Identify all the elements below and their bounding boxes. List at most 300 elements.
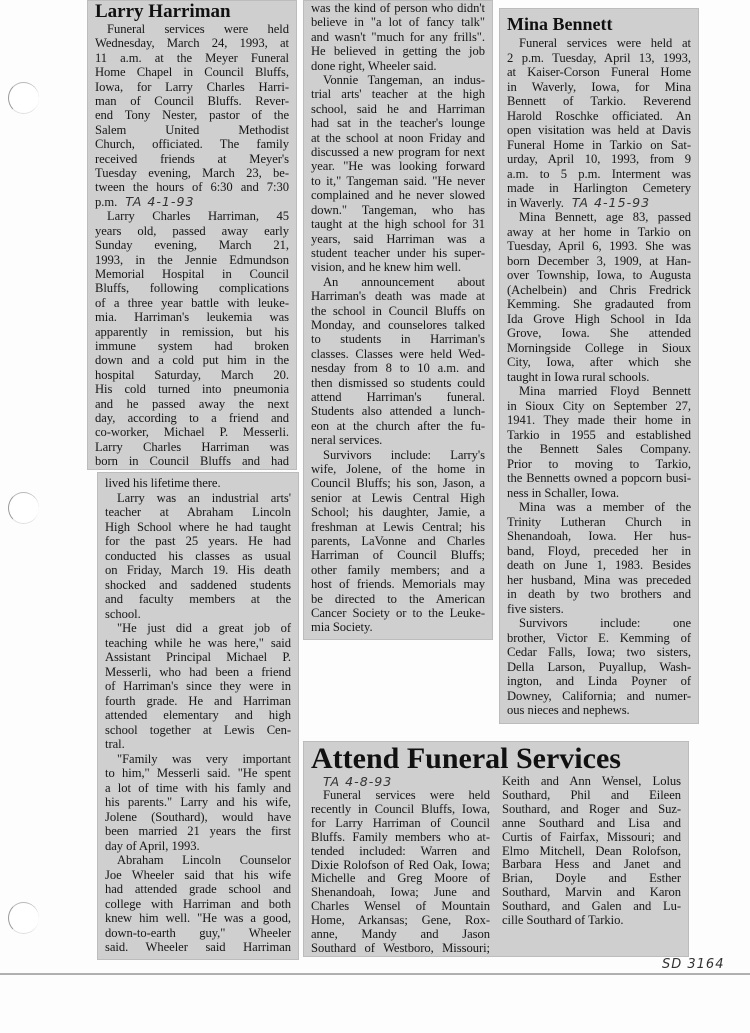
text-line [105, 766, 291, 781]
line-text: knew him well. "He was a good, [105, 911, 291, 925]
text-line [95, 411, 289, 425]
line-text: years, said Harriman was a [311, 231, 485, 246]
line-text: Michelle and Greg Moore of [311, 871, 490, 886]
text-line [507, 297, 691, 312]
line-text: man of Council Bluffs. Rever- [95, 94, 289, 109]
text-line [311, 30, 485, 44]
line-text: over Township, Iowa, to Augusta [507, 268, 691, 282]
text-line [311, 332, 485, 346]
text-line [507, 674, 691, 689]
text-line [311, 232, 485, 246]
line-text: was the kind of person who didn't [311, 1, 485, 15]
text-line [95, 382, 289, 396]
line-text: p.m. [95, 194, 118, 209]
line-text: mia Society. [311, 620, 373, 635]
text-line [507, 573, 691, 588]
line-text: school. [105, 606, 141, 621]
text-line [507, 268, 691, 283]
text-line [311, 942, 490, 956]
text-line [95, 166, 289, 180]
line-text: Assistant Principal Michael P. [105, 650, 291, 664]
text-line [507, 544, 691, 559]
text-line [507, 384, 691, 399]
text-line [507, 645, 691, 660]
line-text: Harriman's death was made at [311, 289, 485, 304]
text-line [105, 882, 291, 897]
line-text: Memorial Hospital in Council [95, 266, 289, 281]
line-text: Southard of Westboro, Missouri; [311, 940, 490, 955]
text-line [95, 65, 289, 79]
line-text: hospital Saturday, March 20. [95, 367, 289, 382]
text-line [105, 694, 291, 709]
text-line [311, 260, 485, 274]
line-text: Joe Wheeler said that his wife [105, 867, 291, 882]
line-text: Barbara Hess and Janet and [502, 857, 681, 872]
text-line [507, 413, 691, 428]
line-text: Messerli, who had been a friend [105, 664, 291, 679]
line-text: complained and he never slowed [311, 188, 485, 203]
text-line [105, 723, 291, 738]
line-text: open visitation was held at Davis [507, 123, 691, 137]
line-text: and faculty members at the [105, 592, 291, 606]
text-line [105, 737, 291, 752]
text-line [311, 433, 485, 447]
text-line [311, 44, 485, 58]
text-line [507, 428, 691, 443]
line-text: immune system had broken [95, 338, 289, 353]
text-line [507, 36, 691, 51]
clipping-attend-funeral-services [303, 741, 689, 957]
line-text: Della Larson, Puyallup, Wash- [507, 659, 691, 674]
line-text: Charles Wensel of Mountain [311, 899, 490, 914]
line-text: and wasn't "much for any frills". [311, 29, 485, 44]
line-text: day, according to a friend and [95, 410, 289, 425]
text-line [311, 620, 485, 634]
text-line [311, 491, 485, 505]
text-line [311, 419, 485, 433]
handwritten-page-reference: SD 3164 [662, 957, 725, 972]
line-text: Grove, Iowa. She attended [507, 326, 691, 340]
line-text: 2 p.m. Tuesday, April 13, 1993, [507, 50, 691, 65]
line-text: Prior to moving to Tarkio, [507, 456, 691, 471]
line-text: Southard, and Galen and Lu- [502, 899, 681, 914]
line-text: wife, Jolene, of the home in [311, 462, 485, 476]
text-line [311, 102, 485, 116]
text-line [105, 781, 291, 796]
line-text: a.m. to 5 p.m. Interment was [507, 166, 691, 181]
line-text: in Waverly. [507, 195, 564, 210]
line-text: "He just did a great job of [117, 621, 291, 635]
text-line [507, 355, 691, 370]
line-text: Salem United Methodist [95, 122, 289, 137]
line-text: Shenandoah, Iowa. Her hus- [507, 529, 691, 543]
line-text: years old, passed away early [95, 223, 289, 238]
line-text: taught at the high school for 31 [311, 217, 485, 232]
text-line [95, 353, 289, 367]
text-line [105, 578, 291, 593]
line-text: Bluffs. Family members who at- [311, 829, 490, 844]
text-line [311, 448, 485, 462]
line-text: five sisters. [507, 601, 564, 616]
text-line [311, 592, 485, 606]
line-text: Elmo Mitchell, Dean Rolofson, [502, 843, 681, 858]
line-text: anne, Mandy and Jason [311, 927, 490, 942]
line-text: Funeral services were held [323, 788, 490, 802]
line-text: had attended grade school and [105, 882, 291, 896]
line-text: to students in Harriman's [311, 332, 485, 347]
text-line [105, 505, 291, 520]
clipping-larry-harriman-top [87, 0, 297, 470]
line-text: Southard, Marvin and Karon [502, 885, 681, 900]
text-line [502, 872, 681, 886]
hole-punch [8, 902, 39, 934]
text-line [507, 602, 691, 617]
line-text: attended elementary and high [105, 708, 291, 722]
text-line [311, 304, 485, 318]
line-text: down." Tangeman, who has [311, 202, 485, 217]
line-text: parents, LaVonne and Charles [311, 534, 485, 549]
line-text: the Bennetts owned a popcorn busi- [507, 471, 691, 485]
handwritten-date-note: TA 4-8-93 [323, 774, 393, 789]
line-text: Bluffs, following complications [95, 281, 289, 296]
line-text: City, Iowa, after which she [507, 355, 691, 369]
text-line [105, 926, 291, 941]
text-line [105, 592, 291, 607]
line-text: school together at Lewis Cen- [105, 722, 291, 737]
text-line [105, 752, 291, 767]
text-line [311, 803, 490, 817]
line-text: apparently in remission, but his [95, 324, 289, 339]
text-line [105, 824, 291, 839]
text-line [311, 534, 485, 548]
line-text: Tuesday, April 6, 1993. She was [507, 239, 691, 253]
line-text: Southard, and Roger and Suz- [502, 801, 681, 816]
text-line [95, 36, 289, 50]
text-line [507, 587, 691, 602]
text-line [95, 253, 289, 267]
line-text: classes. Classes were held Wed- [311, 346, 485, 361]
text-line [507, 239, 691, 254]
line-text: Funeral Home in Tarkio on Sat- [507, 137, 691, 152]
text-line [507, 65, 691, 80]
line-text: end Tony Nester, pastor of the [95, 108, 289, 123]
text-line [507, 660, 691, 675]
text-line [311, 347, 485, 361]
line-text: ness in Schaller, Iowa. [507, 485, 620, 500]
line-text: Brian, Doyle and Esther [502, 871, 681, 886]
line-text: Vonnie Tangeman, an indus- [323, 73, 485, 88]
line-text: on Friday, March 19. His death [105, 563, 291, 577]
text-line [95, 296, 289, 310]
line-text: co-worker, Michael P. Messerli. [95, 425, 289, 440]
text-line [507, 138, 691, 153]
line-text: down and a cold put him in the [95, 353, 289, 368]
line-text: Students also attended a lunch- [311, 404, 485, 419]
text-line [311, 789, 490, 803]
line-text: the school in Council Bluffs on [311, 303, 485, 318]
text-line [105, 563, 291, 578]
line-text: Funeral services were held at [519, 36, 691, 50]
line-text: her husband, Mina was preceded [507, 572, 691, 587]
text-line [105, 708, 291, 723]
line-text: college with Harriman and both [105, 896, 291, 911]
text-line [311, 817, 490, 831]
line-text: Bennett of Tarkio. Reverend [507, 94, 691, 108]
text-line [507, 326, 691, 341]
text-line [105, 607, 291, 622]
line-text: discussed a new program for next [311, 145, 485, 160]
text-line [507, 616, 691, 631]
line-text: Keith and Ann Wensel, Lolus [502, 774, 681, 788]
line-text: urday, April 10, 1993, from 9 [507, 152, 691, 166]
text-line [311, 872, 490, 886]
text-line [502, 845, 681, 859]
text-line [311, 73, 485, 87]
line-text: shocked and saddened students [105, 577, 291, 592]
text-line [507, 486, 691, 501]
headline-mina-bennett: Mina Bennett [507, 14, 613, 34]
text-line [507, 123, 691, 138]
text-line [311, 563, 485, 577]
text-line [105, 853, 291, 868]
text-line [311, 886, 490, 900]
line-text: freshman at Lewis Central; his [311, 519, 485, 534]
line-text: Monday, and counselores talked [311, 317, 485, 332]
text-line [105, 549, 291, 564]
text-line [95, 209, 289, 223]
line-text: trial arts' teacher at the high [311, 87, 485, 102]
text-line [105, 636, 291, 651]
text-line [95, 51, 289, 65]
line-text: Cancer Society or to the Leuke- [311, 606, 485, 621]
text-line [502, 900, 681, 914]
text-line [311, 577, 485, 591]
text-line [502, 775, 681, 789]
text-line [507, 500, 691, 515]
article-body [105, 476, 291, 955]
text-line [507, 196, 691, 211]
line-text: Home Chapel in Council Bluffs, [95, 65, 289, 80]
line-text: had sat in the teacher's lounge [311, 116, 485, 131]
line-text: teacher at Abraham Lincoln [105, 505, 291, 519]
text-line [507, 703, 691, 718]
line-text: host of friends. Memorials may [311, 577, 485, 592]
line-text: believe in "a lot of fancy talk" [311, 15, 485, 30]
text-line [507, 689, 691, 704]
text-line [507, 341, 691, 356]
line-text: fourth grade. He and Harriman [105, 693, 291, 708]
line-text: Morningside College in Sioux [507, 340, 691, 355]
line-text: mia. Harriman's leukemia was [95, 310, 289, 325]
clipping-mina-bennett [499, 8, 699, 724]
text-line [311, 275, 485, 289]
line-text: down-to-earth guy," Wheeler [105, 925, 291, 940]
line-text: student teacher under his super- [311, 245, 485, 260]
text-line [311, 246, 485, 260]
line-text: and he passed away the next [95, 396, 289, 411]
text-line [105, 650, 291, 665]
text-line [507, 51, 691, 66]
text-line [507, 457, 691, 472]
line-text: Home, Arkansas; Gene, Rox- [311, 913, 490, 928]
line-text: Mina married Floyd Bennett [519, 384, 691, 398]
text-line [311, 188, 485, 202]
text-line [507, 471, 691, 486]
line-text: neral services. [311, 433, 383, 448]
line-text: said. Wheeler said Harriman [105, 940, 291, 954]
text-line [95, 325, 289, 339]
text-line [95, 440, 289, 454]
text-line [95, 368, 289, 382]
text-line [105, 911, 291, 926]
line-text: conducted his classes as usual [105, 548, 291, 563]
text-line [507, 399, 691, 414]
text-line [95, 180, 289, 194]
line-text: born December 3, 1909, at Han- [507, 253, 691, 268]
hole-punch [8, 492, 39, 524]
text-line [311, 476, 485, 490]
text-line [95, 267, 289, 281]
line-text: Sunday evening, March 21, [95, 238, 289, 253]
text-line [311, 361, 485, 375]
line-text: nesday from 8 to 10 a.m. and [311, 361, 485, 376]
text-line [105, 868, 291, 883]
text-line [502, 789, 681, 803]
text-line [95, 22, 289, 36]
line-text: of Harriman's since they were in [105, 679, 291, 693]
text-line [95, 425, 289, 439]
text-line [311, 131, 485, 145]
line-text: "Family was very important [117, 751, 291, 766]
text-line [105, 520, 291, 535]
line-text: 1941. They made their home in [507, 413, 691, 427]
line-text: Mina Bennett, age 83, passed [519, 210, 691, 224]
text-line [95, 152, 289, 166]
text-line [311, 87, 485, 101]
line-text: tral. [105, 737, 125, 751]
text-line [311, 900, 490, 914]
line-text: in Waverly, Iowa, for Mina [507, 79, 691, 94]
article-body [311, 1, 485, 635]
line-text: Larry Charles Harriman, 45 [107, 209, 289, 224]
hole-punch [8, 82, 39, 114]
text-line [507, 167, 691, 182]
line-text: other family members; and a [311, 562, 485, 577]
line-text: Funeral services were held [107, 22, 289, 36]
text-line [507, 225, 691, 240]
text-line [105, 810, 291, 825]
line-text: An announcement about [323, 274, 485, 289]
text-line [95, 339, 289, 353]
line-text: the Bennett Sales Company. [507, 442, 691, 456]
text-line [311, 289, 485, 303]
text-line [311, 859, 490, 873]
line-text: his parents." Larry and his wife, [105, 795, 291, 809]
text-line [95, 195, 289, 209]
clipping-larry-harriman-continued [303, 0, 493, 640]
text-line [105, 621, 291, 636]
article-body [95, 22, 289, 469]
article-body [507, 36, 691, 718]
line-text: High School where he had taught [105, 519, 291, 534]
line-text: at Kaiser-Corson Funeral Home [507, 65, 691, 79]
line-text: vision, and he knew him well. [311, 260, 462, 275]
line-text: school, said he and Harriman [311, 101, 485, 116]
line-text: He believed in getting the job [311, 44, 485, 59]
line-text: taught in Iowa rural schools. [507, 369, 650, 384]
text-line [95, 80, 289, 94]
text-line [311, 59, 485, 73]
article-column-1 [311, 789, 490, 956]
text-line [502, 914, 681, 928]
text-line [502, 803, 681, 817]
line-text: death on June 1, 1983. Besides [507, 558, 691, 572]
line-text: cille Southard of Tarkio. [502, 913, 624, 928]
line-text: year. "He was looking forward [311, 159, 485, 174]
line-text: away at her home in Tarkio on [507, 224, 691, 239]
text-line [507, 312, 691, 327]
line-text: Council Bluffs; his son, Jason, a [311, 476, 485, 491]
line-text: teaching while he was here," said [105, 635, 291, 650]
text-line [95, 224, 289, 238]
line-text: recently in Council Bluffs, Iowa, [311, 801, 490, 816]
text-line [502, 831, 681, 845]
line-text: ous nieces and nephews. [507, 703, 630, 717]
text-line [311, 116, 485, 130]
line-text: Harold Roschke officiated. An [507, 108, 691, 123]
line-text: at the school at noon Friday and [311, 130, 485, 145]
text-line [507, 80, 691, 95]
line-text: Larry was an industrial arts' [117, 490, 291, 505]
text-line [507, 181, 691, 196]
line-text: Tuesday evening, March 23, be- [95, 166, 289, 181]
text-line [105, 940, 291, 955]
line-text: received friends at Meyer's [95, 151, 289, 166]
line-text: band, Floyd, preceded her in [507, 543, 691, 558]
line-text: for the past 25 years. He had [105, 534, 291, 548]
line-text: Southard, Phil and Eileen [502, 787, 681, 802]
text-line [311, 928, 490, 942]
line-text: to it," Tangeman said. "He never [311, 173, 485, 188]
text-line [105, 665, 291, 680]
text-line [311, 390, 485, 404]
line-text: lived his lifetime there. [105, 476, 221, 490]
text-line [507, 152, 691, 167]
line-text: done right, Wheeler said. [311, 58, 437, 73]
text-line [502, 858, 681, 872]
text-line [105, 491, 291, 506]
line-text: Abraham Lincoln Counselor [117, 853, 291, 867]
text-line [507, 370, 691, 385]
line-text: then dismissed so students could [311, 375, 485, 390]
text-line [311, 159, 485, 173]
line-text: School; his daughter, Jamie, a [311, 505, 485, 520]
headline-attend-funeral-services: Attend Funeral Services [311, 742, 621, 775]
line-text: Trinity Lutheran Church in [507, 514, 691, 529]
line-text: Wednesday, March 24, 1993, at [95, 36, 289, 51]
line-text: brother, Victor E. Kemming of [507, 630, 691, 645]
text-line [105, 679, 291, 694]
line-text: tween the hours of 6:30 and 7:30 [95, 180, 289, 195]
line-text: His cold turned into pneumonia [95, 382, 289, 397]
line-text: eon at the church after the fu- [311, 418, 485, 433]
line-text: Survivors include: one [519, 616, 691, 630]
text-line [507, 558, 691, 573]
text-line [311, 914, 490, 928]
text-line [507, 94, 691, 109]
text-line [95, 137, 289, 151]
text-line [95, 123, 289, 137]
